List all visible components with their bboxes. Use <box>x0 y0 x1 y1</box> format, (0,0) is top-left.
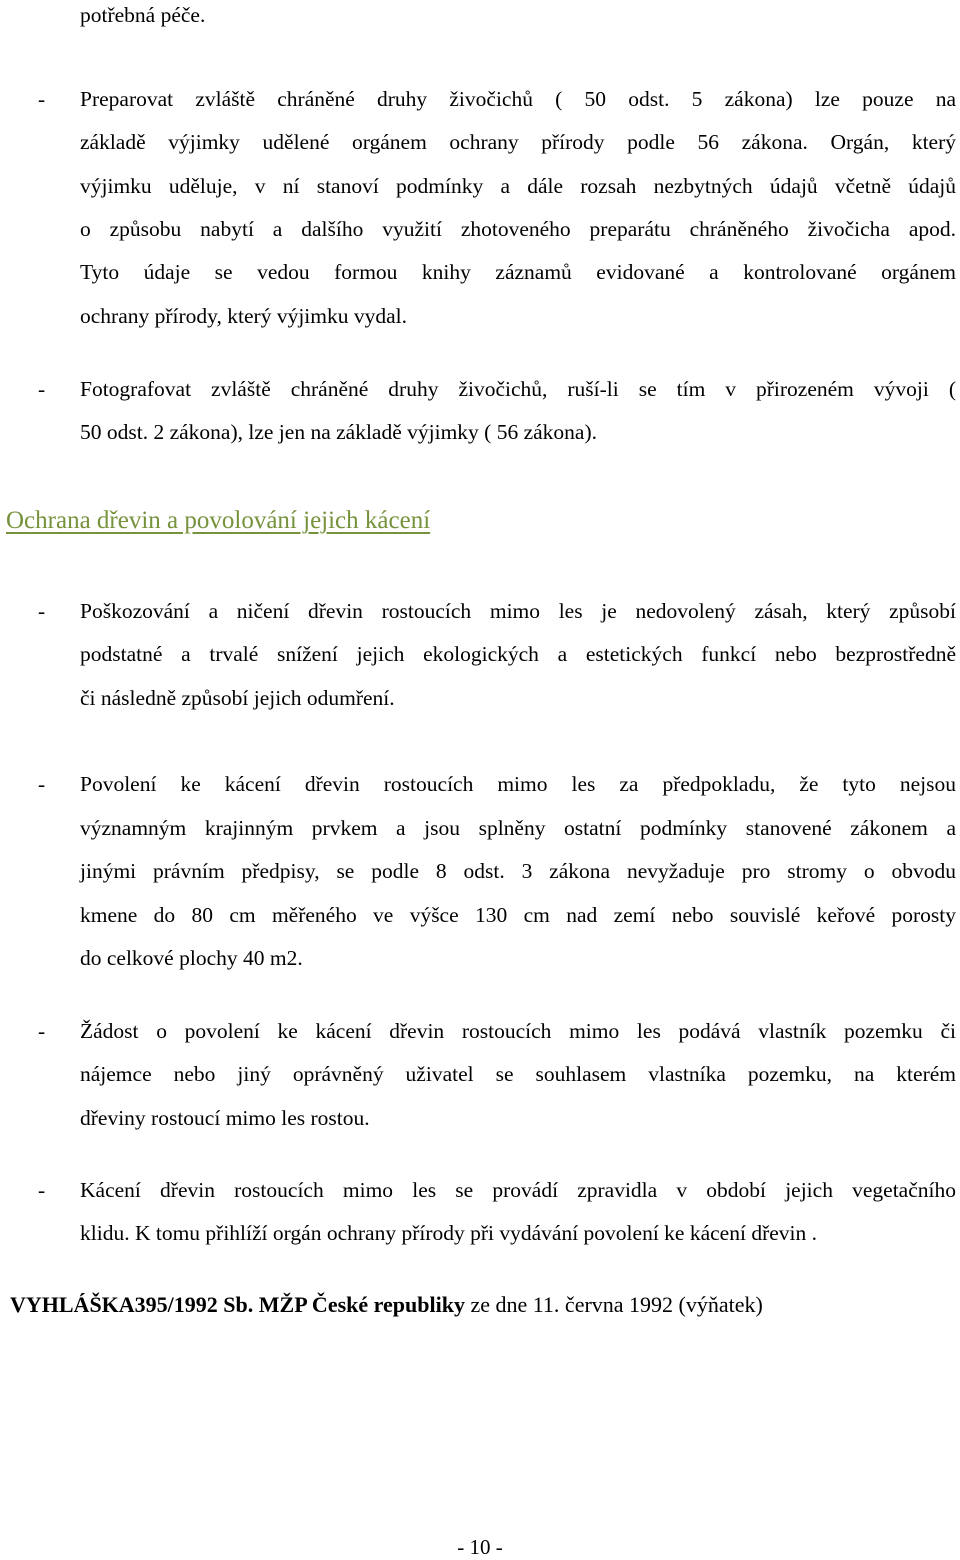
paragraph-line: Preparovat zvláště chráněné druhy živočichů ( 50 odst. 5 zákona) lze pouze na <box>80 87 956 111</box>
paragraph-line: Žádost o povolení ke kácení dřevin rostoucích mimo les podává vlastník pozemku či <box>80 1019 956 1043</box>
paragraph-line: podstatné a trvalé snížení jejich ekologických a estetických funkcí nebo bezprostředně <box>80 642 956 666</box>
paragraph-line: do celkové plochy 40 m2. <box>80 946 303 970</box>
paragraph-line: základě výjimky udělené orgánem ochrany přírody podle 56 zákona. Orgán, který <box>80 130 956 154</box>
paragraph-line: nájemce nebo jiný oprávněný uživatel se souhlasem vlastníka pozemku, na kterém <box>80 1062 956 1086</box>
section-heading: Ochrana dřevin a povolování jejich kácení <box>6 507 431 534</box>
paragraph-line: Kácení dřevin rostoucích mimo les se provádí zpravidla v období jejich vegetačního <box>80 1178 956 1202</box>
list-bullet-dash: - <box>38 377 46 401</box>
paragraph-line: Tyto údaje se vedou formou knihy záznamů evidované a kontrolované orgánem <box>80 260 956 284</box>
decree-title <box>10 1291 763 1319</box>
paragraph-line: Fotografovat zvláště chráněné druhy živočichů, ruší-li se tím v přirozeném vývoji ( <box>80 377 956 401</box>
paragraph-line: Povolení ke kácení dřevin rostoucích mimo les za předpokladu, že tyto nejsou <box>80 772 956 796</box>
list-bullet-dash: - <box>38 87 46 111</box>
paragraph-line: ochrany přírody, který výjimku vydal. <box>80 304 408 328</box>
decree-title-bold: VYHLÁŠKA395/1992 Sb. MŽP České republiky <box>10 1292 465 1317</box>
paragraph-line: či následně způsobí jejich odumření. <box>80 686 395 710</box>
paragraph-line: Poškozování a ničení dřevin rostoucích mimo les je nedovolený zásah, který způsobí <box>80 599 956 623</box>
paragraph-line: o způsobu nabytí a dalšího využití zhotoveného preparátu chráněného živočicha apod. <box>80 217 956 241</box>
paragraph-line: 50 odst. 2 zákona), lze jen na základě výjimky ( 56 zákona). <box>80 420 598 444</box>
paragraph-line: výjimku uděluje, v ní stanoví podmínky a dále rozsah nezbytných údajů včetně údajů <box>80 174 956 198</box>
paragraph-line: jinými právním předpisy, se podle 8 odst. 3 zákona nevyžaduje pro stromy o obvodu <box>80 859 956 883</box>
list-bullet-dash: - <box>38 1019 46 1043</box>
decree-title-date: ze dne 11. června 1992 (výňatek) <box>464 1292 763 1317</box>
paragraph-line: klidu. K tomu přihlíží orgán ochrany přírody při vydávání povolení ke kácení dřevin . <box>80 1221 817 1245</box>
paragraph-line: významným krajinným prvkem a jsou splněny ostatní podmínky stanovené zákonem a <box>80 816 956 840</box>
paragraph-line: kmene do 80 cm měřeného ve výšce 130 cm nad zemí nebo souvislé keřové porosty <box>80 903 956 927</box>
paragraph-line: dřeviny rostoucí mimo les rostou. <box>80 1106 370 1130</box>
list-bullet-dash: - <box>38 772 46 796</box>
page-number: - 10 - <box>457 1535 503 1559</box>
intro-line: potřebná péče. <box>80 3 206 27</box>
list-bullet-dash: - <box>38 1178 46 1202</box>
list-bullet-dash: - <box>38 599 46 623</box>
